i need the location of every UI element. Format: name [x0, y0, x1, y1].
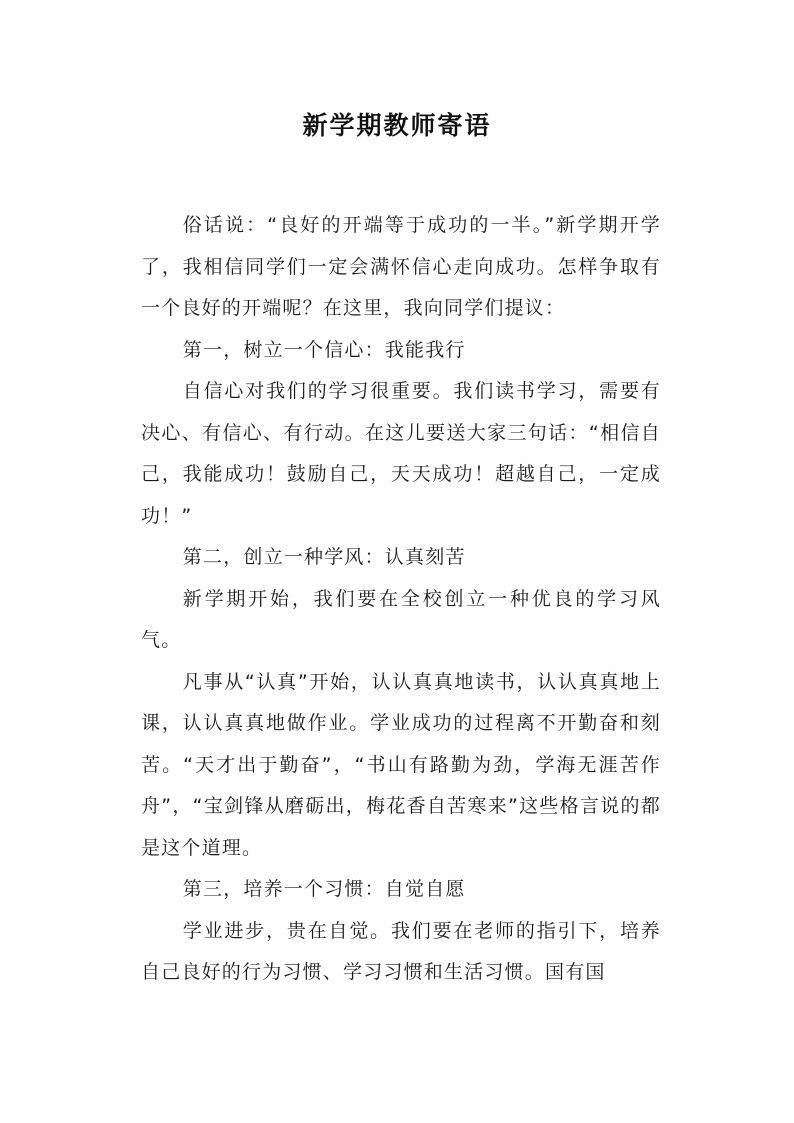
- paragraph-confidence: 自信心对我们的学习很重要。我们读书学习，需要有决心、有信心、有行动。在这儿要送大家三句话：“相信自己，我能成功！鼓励自己，天天成功！超越自己，一定成功！”: [141, 380, 661, 527]
- document-title: 新学期教师寄语: [302, 111, 492, 140]
- heading-second-point: 第二，创立一种学风：认真刻苦: [182, 546, 466, 568]
- paragraph-diligence: 凡事从“认真”开始，认认真真地读书，认认真真地上课，认认真真地做作业。学业成功的过程离不开勤奋和刻苦。“天才出于勤奋”，“书山有路勤为劲，学海无涯苦作舟”，“宝剑锋从磨砺出，梅花香自苦寒来”这些格言说的都是这个道理。: [141, 670, 661, 859]
- paragraph-study-atmosphere: 新学期开始，我们要在全校创立一种优良的学习风气。: [141, 587, 661, 651]
- paragraph-habits: 学业进步，贵在自觉。我们要在老师的指引下，培养自己良好的行为习惯、学习习惯和生活习惯。国有国: [141, 919, 661, 983]
- paragraph-intro: 俗话说：“良好的开端等于成功的一半。”新学期开学了，我相信同学们一定会满怀信心走向成功。怎样争取有一个良好的开端呢？在这里，我向同学们提议：: [141, 214, 661, 319]
- heading-third-point: 第三，培养一个习惯：自觉自愿: [182, 878, 466, 900]
- heading-first-point: 第一，树立一个信心：我能我行: [182, 338, 466, 361]
- document-body: [141, 205, 661, 994]
